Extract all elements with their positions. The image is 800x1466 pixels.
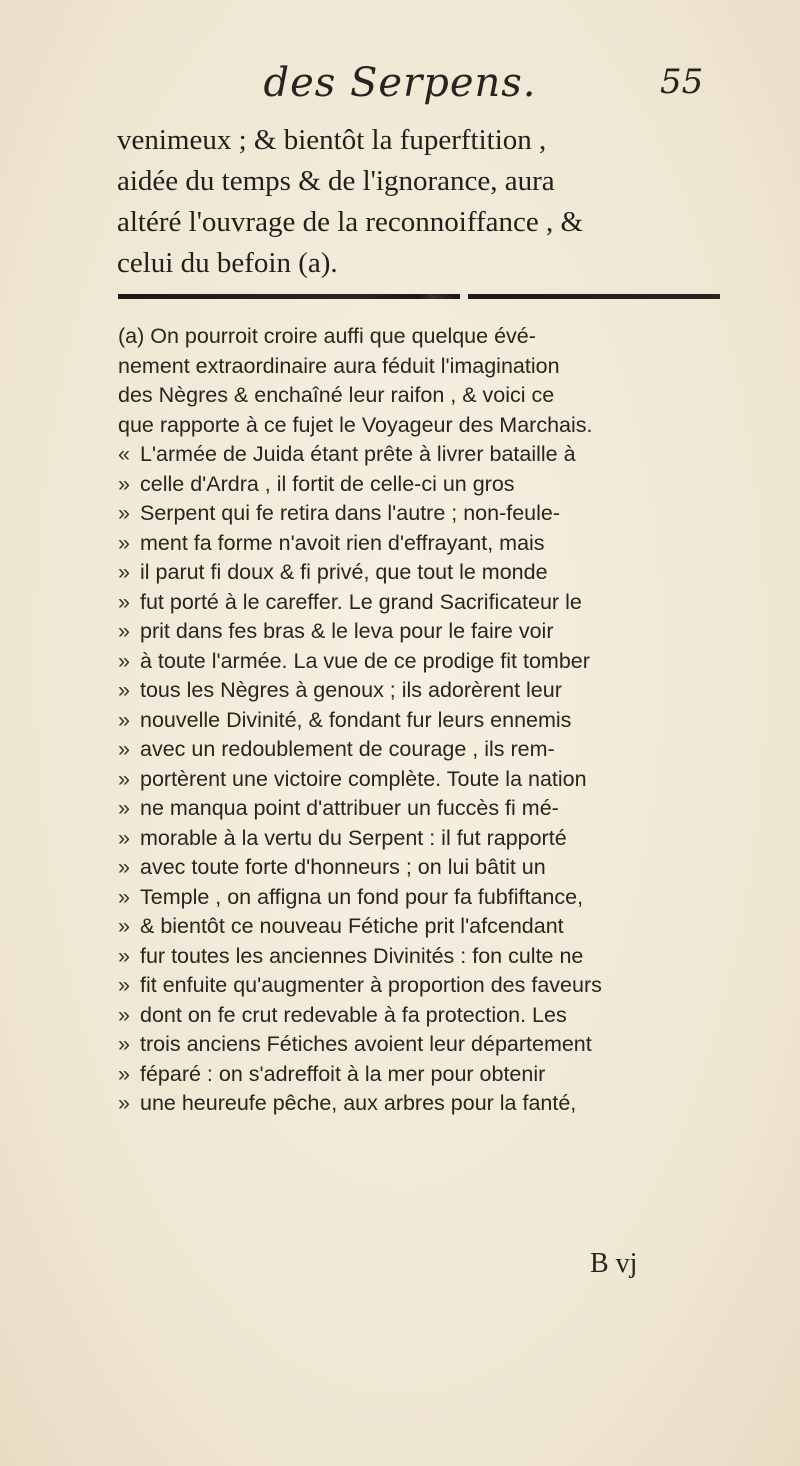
footnote-line	[118, 1089, 728, 1119]
footnote-line-text: nement extraordinaire aura féduit l'imagination	[118, 353, 560, 378]
footnote-line	[118, 322, 728, 352]
quote-mark: »	[118, 825, 130, 850]
footnote-line-text: portèrent une victoire complète. Toute la nation	[140, 766, 587, 791]
footnote-line	[118, 1060, 728, 1090]
footnote-line-text: L'armée de Juida étant prête à livrer bataille à	[140, 442, 576, 466]
main-text	[117, 120, 717, 284]
footnote-line	[118, 942, 728, 972]
main-text-line: altéré l'ouvrage de la reconnoiffance , &	[117, 206, 584, 238]
quote-mark: »	[118, 678, 130, 702]
footnote-line-text: trois anciens Fétiches avoient leur département	[140, 1032, 592, 1056]
quote-mark: »	[118, 619, 130, 643]
main-text-line: venimeux ; & bientôt la fuperftition ,	[117, 124, 547, 156]
quote-mark: »	[118, 471, 130, 496]
footnote-line-text: celle d'Ardra , il fortit de celle-ci un gros	[140, 471, 515, 496]
footnote-line	[118, 765, 728, 795]
quote-mark: »	[118, 589, 130, 614]
footnote-line-text: & bientôt ce nouveau Fétiche prit l'afcendant	[140, 914, 564, 938]
footnote-separator-rule	[118, 294, 720, 299]
running-title: des Serpens.	[263, 60, 537, 106]
footnote-line-text: nouvelle Divinité, & fondant fur leurs ennemis	[140, 707, 572, 732]
footnote-line-text: à toute l'armée. La vue de ce prodige fit tomber	[140, 648, 590, 673]
running-head	[0, 60, 800, 110]
quote-mark: »	[118, 1002, 130, 1027]
footnote-line-text: ne manqua point d'attribuer un fuccès fi mé-	[140, 796, 559, 820]
quote-mark: »	[118, 973, 130, 997]
quote-mark: »	[118, 707, 130, 732]
footnote-line	[118, 381, 728, 411]
footnote-line-text: Temple , on affigna un fond pour fa fubfiftance,	[140, 884, 584, 909]
footnote-line	[118, 853, 728, 883]
footnote-line-text: une heureufe pêche, aux arbres pour la fanté,	[140, 1091, 577, 1115]
quote-mark: »	[118, 501, 130, 525]
footnote-line-text: que rapporte à ce fujet le Voyageur des Marchais.	[118, 412, 593, 437]
footnote-line-text: ment fa forme n'avoit rien d'effrayant, mais	[140, 530, 545, 555]
footnote-line	[118, 676, 728, 706]
footnote-line-text: morable à la vertu du Serpent : il fut rapporté	[140, 825, 567, 850]
footnote-line-text: dont on fe crut redevable à fa protection. Les	[140, 1002, 567, 1027]
quote-mark: »	[118, 1032, 130, 1056]
main-text-line: celui du befoin (a).	[117, 247, 338, 279]
quote-mark: »	[118, 943, 130, 968]
footnote-line-text: avec un redoublement de courage , ils rem-	[140, 737, 555, 761]
quote-mark: «	[118, 442, 130, 466]
footnote-line-text: féparé : on s'adreffoit à la mer pour obtenir	[140, 1061, 546, 1086]
quote-mark: »	[118, 530, 130, 555]
footnote-line	[118, 499, 728, 529]
footnote-line	[118, 824, 728, 854]
quote-mark: »	[118, 914, 130, 938]
main-text-line: aidée du temps & de l'ignorance, aura	[117, 165, 555, 197]
page-number: 55	[660, 62, 704, 102]
footnote-line	[118, 735, 728, 765]
footnote-line-text: il parut fi doux & fi privé, que tout le monde	[140, 560, 548, 584]
quote-mark: »	[118, 1061, 130, 1086]
footnote-line	[118, 558, 728, 588]
footnote-line-text: fur toutes les anciennes Divinités : fon culte ne	[140, 943, 584, 968]
footnote-line	[118, 971, 728, 1001]
quote-mark: »	[118, 648, 130, 673]
footnote-line-text: (a) On pourroit croire auffi que quelque évé-	[118, 324, 536, 348]
footnote	[118, 322, 728, 1119]
footnote-line	[118, 411, 728, 441]
quote-mark: »	[118, 884, 130, 909]
footnote-line	[118, 588, 728, 618]
footnote-line-text: des Nègres & enchaîné leur raifon , & voici ce	[118, 383, 555, 407]
quote-mark: »	[118, 855, 130, 879]
quote-mark: »	[118, 796, 130, 820]
footnote-line-text: fut porté à le careffer. Le grand Sacrificateur le	[140, 589, 582, 614]
quote-mark: »	[118, 1091, 130, 1115]
footnote-line-text: fit enfuite qu'augmenter à proportion des faveurs	[140, 973, 602, 997]
footnote-line	[118, 470, 728, 500]
footnote-line	[118, 647, 728, 677]
footnote-line	[118, 440, 728, 470]
footnote-line-text: tous les Nègres à genoux ; ils adorèrent leur	[140, 678, 562, 702]
rule-break	[460, 293, 468, 300]
footnote-line	[118, 1030, 728, 1060]
footnote-line	[118, 352, 728, 382]
quote-mark: »	[118, 766, 130, 791]
footnote-line	[118, 617, 728, 647]
quote-mark: »	[118, 737, 130, 761]
quote-mark: »	[118, 560, 130, 584]
footnote-line-text: Serpent qui fe retira dans l'autre ; non-feule-	[140, 501, 561, 525]
footnote-line	[118, 794, 728, 824]
signature-mark: B vj	[590, 1248, 638, 1279]
footnote-line-text: prit dans fes bras & le leva pour le faire voir	[140, 619, 554, 643]
footnote-line	[118, 1001, 728, 1031]
footnote-line-text: avec toute forte d'honneurs ; on lui bâtit un	[140, 855, 546, 879]
footnote-line	[118, 706, 728, 736]
footnote-line	[118, 529, 728, 559]
footnote-line	[118, 912, 728, 942]
footnote-line	[118, 883, 728, 913]
